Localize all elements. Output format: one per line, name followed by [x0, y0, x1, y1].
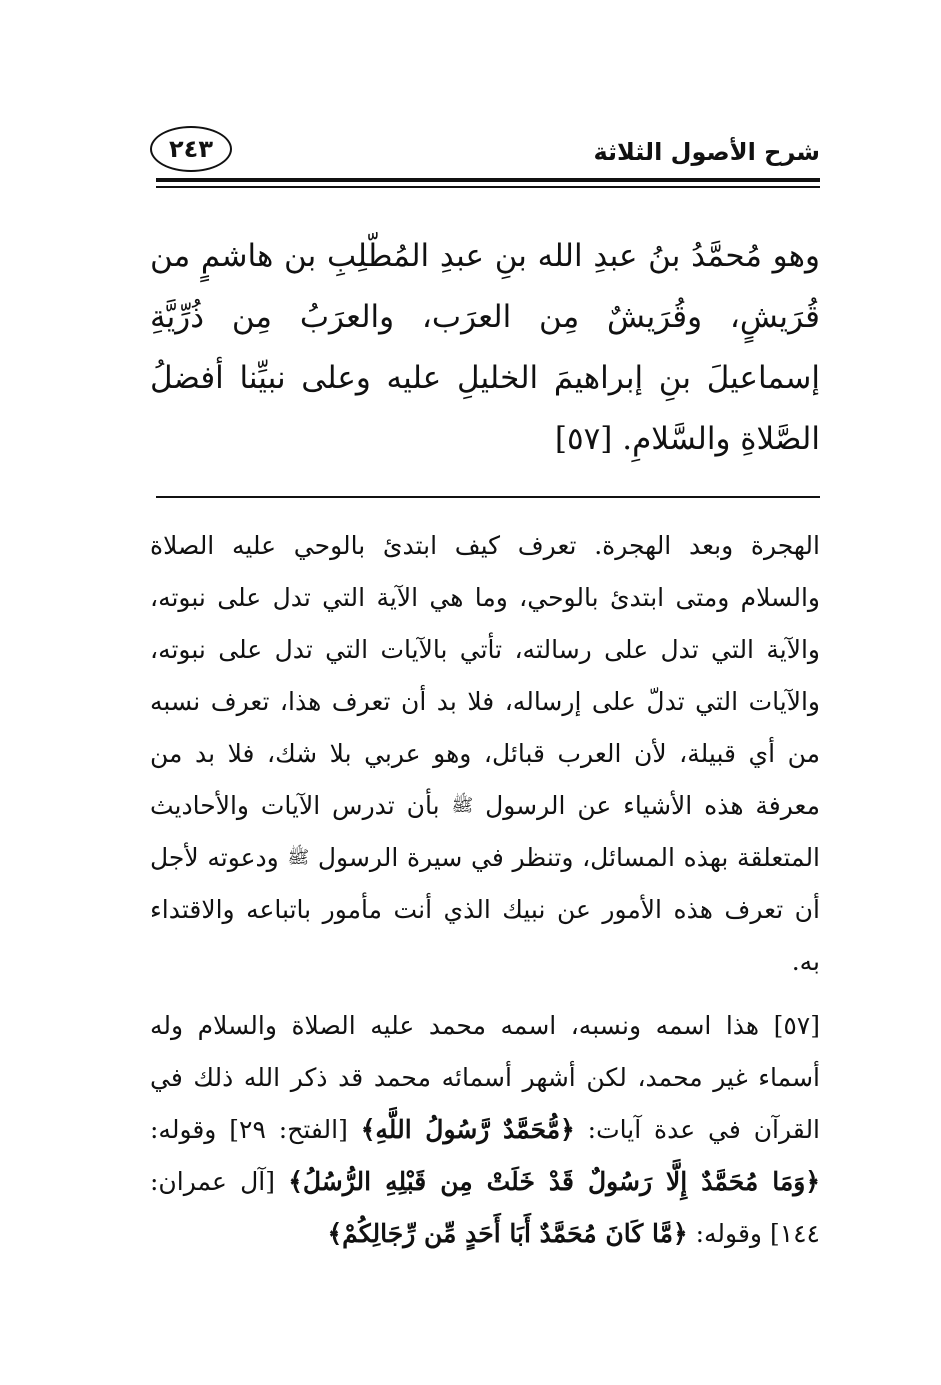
salutation-glyph: ﷺ — [451, 795, 474, 816]
verse-citation: [آل عمران: ١٤٤] — [150, 1167, 820, 1248]
commentary-text: هذا اسمه ونسبه، اسمه محمد عليه الصلاة والسلام وله أسماء غير محمد، لكن أشهر أسمائه محمد قد ذكر الله ذلك في القرآن في عدة آيات: — [150, 1011, 821, 1144]
quran-verse: ﴿وَمَا مُحَمَّدٌ إِلَّا رَسُولٌ قَدْ خَلَتْ مِن قَبْلِهِ الرُّسُلُ﴾ — [288, 1167, 821, 1196]
note-reference: [٥٧] — [773, 1011, 820, 1040]
page-number-badge: ٢٤٣ — [150, 126, 232, 172]
commentary — [150, 520, 820, 1260]
commentary-text: وقوله: — [695, 1219, 762, 1248]
commentary-text: الهجرة وبعد الهجرة. تعرف كيف ابتدئ بالوحي عليه الصلاة والسلام ومتى ابتدئ بالوحي، وما هي الآية التي تدل على نبوته، والآية التي تدل على رسالته، تأتي بالآيات التي تدل على نبوته، والآيات التي تدلّ على إرساله، فلا بد أن تعرف هذا، تعرف نسبه من أي قبيلة، لأن العرب قبائل، وهو عربي بلا شك، فلا بد من معرفة هذه الأشياء عن الرسول — [150, 531, 820, 820]
commentary-text: ودعوته لأجل أن تعرف هذه الأمور عن نبيك الذي أنت مأمور باتباعه والاقتداء به. — [150, 843, 820, 976]
header-rule — [156, 178, 820, 182]
commentary-paragraph — [150, 520, 820, 988]
header-rule-thin — [156, 186, 820, 188]
quran-verse: ﴿مَّا كَانَ مُحَمَّدٌ أَبَا أَحَدٍ مِّن رِّجَالِكُمْ﴾ — [327, 1219, 688, 1248]
section-divider — [156, 496, 820, 498]
main-text-paragraph: وهو مُحمَّدُ بنُ عبدِ الله بنِ عبدِ المُطّلِبِ بن هاشمٍ من قُرَيشٍ، وقُرَيشٌ مِن العرَب، والعرَبُ مِن ذُرِّيَّةِ إسماعيلَ بنِ إبراهيمَ الخليلِ عليه وعلى نبيِّنا أفضلُ الصَّلاةِ والسَّلامِ. [٥٧] — [150, 238, 820, 457]
commentary-text: بأن تدرس الآيات والأحاديث المتعلقة بهذه المسائل، وتنظر في سيرة الرسول — [150, 791, 821, 872]
commentary-paragraph — [150, 1000, 820, 1260]
verse-citation: [الفتح: ٢٩] — [229, 1115, 348, 1144]
commentary-text: وقوله: — [150, 1115, 217, 1144]
quran-verse: ﴿مُّحَمَّدٌ رَّسُولُ اللَّهِ﴾ — [360, 1115, 575, 1144]
page-header — [150, 120, 820, 182]
main-text — [150, 226, 820, 470]
running-title: شرح الأصول الثلاثة — [593, 138, 820, 166]
salutation-glyph: ﷺ — [287, 847, 310, 868]
